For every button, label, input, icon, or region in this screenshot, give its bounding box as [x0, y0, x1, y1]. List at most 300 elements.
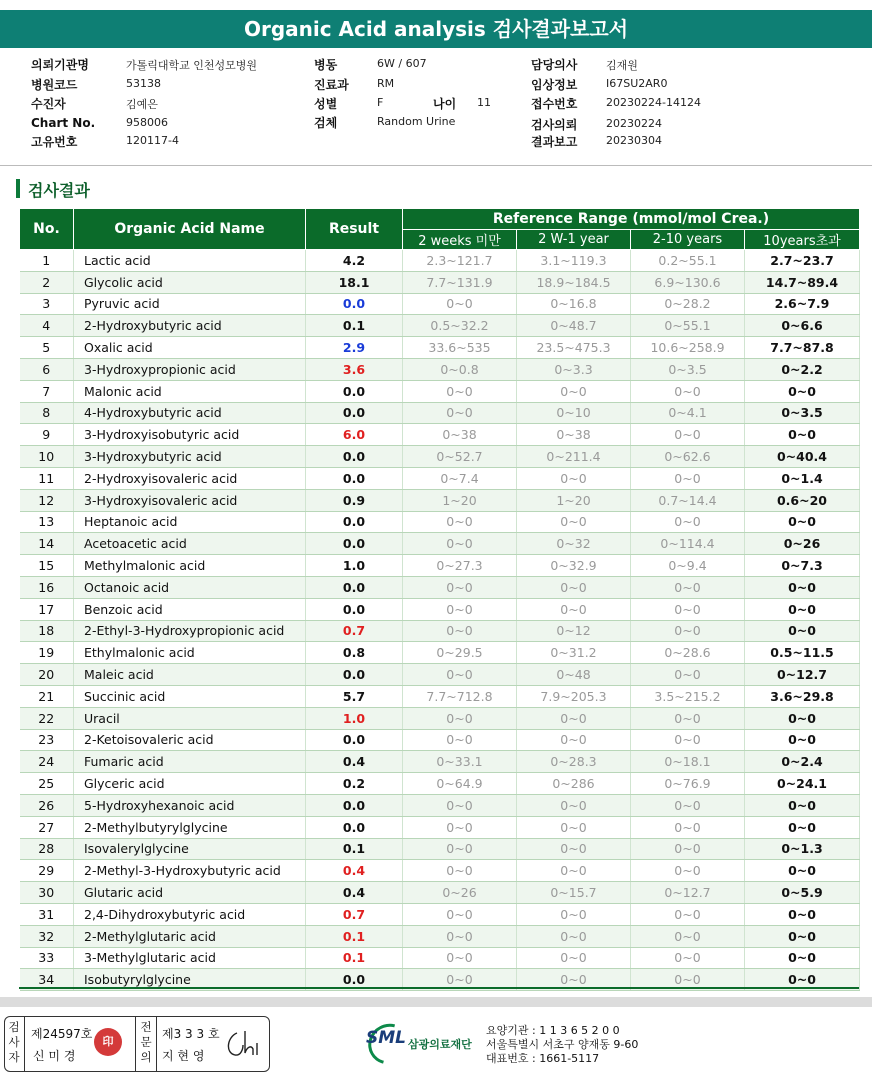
acid-name: Glutaric acid [74, 882, 306, 904]
ref-2-10y: 0~0 [631, 903, 745, 925]
row-no: 13 [20, 511, 74, 533]
ref-10y-plus: 7.7~87.8 [745, 337, 860, 359]
ref-2weeks: 0~64.9 [403, 773, 517, 795]
info-value-report-date: 20230304 [606, 134, 662, 147]
info-label-doctor: 담당의사 [531, 58, 578, 72]
ref-2-10y: 0~0 [631, 467, 745, 489]
acid-name: 3-Hydroxybutyric acid [74, 446, 306, 468]
ref-10y-plus: 0~0 [745, 380, 860, 402]
ref-2-10y: 0.2~55.1 [631, 250, 745, 272]
ref-2weeks: 0~0 [403, 838, 517, 860]
acid-name: Oxalic acid [74, 337, 306, 359]
ref-2w-1y: 0~31.2 [517, 642, 631, 664]
ref-10y-plus: 2.6~7.9 [745, 293, 860, 315]
ref-2weeks: 0~0 [403, 576, 517, 598]
ref-2w-1y: 0~211.4 [517, 446, 631, 468]
table-row [20, 533, 860, 555]
logo-org-name: 삼광의료재단 [408, 1038, 472, 1051]
table-row [20, 794, 860, 816]
divider [156, 1017, 157, 1071]
ref-2-10y: 0~0 [631, 576, 745, 598]
result-value: 0.0 [306, 380, 403, 402]
ref-2w-1y: 0~0 [517, 576, 631, 598]
ref-2-10y: 0~28.6 [631, 642, 745, 664]
ref-2w-1y: 0~48.7 [517, 315, 631, 337]
table-row [20, 337, 860, 359]
patient-info [0, 56, 872, 148]
row-no: 29 [20, 860, 74, 882]
result-value: 2.9 [306, 337, 403, 359]
result-value: 0.0 [306, 794, 403, 816]
info-value-hospital-code: 53138 [126, 77, 161, 90]
acid-name: Isobutyrylglycine [74, 969, 306, 991]
ref-2weeks: 0~0 [403, 598, 517, 620]
result-value: 0.0 [306, 446, 403, 468]
result-value: 1.0 [306, 707, 403, 729]
ref-2w-1y: 0~0 [517, 707, 631, 729]
table-row [20, 576, 860, 598]
ref-2weeks: 0~0 [403, 620, 517, 642]
table-row [20, 424, 860, 446]
ref-2weeks: 0~0 [403, 707, 517, 729]
ref-2weeks: 0~0 [403, 903, 517, 925]
row-no: 8 [20, 402, 74, 424]
ref-2weeks: 0~27.3 [403, 555, 517, 577]
row-no: 2 [20, 271, 74, 293]
ref-2-10y: 0~0 [631, 424, 745, 446]
row-no: 3 [20, 293, 74, 315]
table-row [20, 707, 860, 729]
ref-2w-1y: 0~32.9 [517, 555, 631, 577]
ref-2weeks: 0~0 [403, 729, 517, 751]
ref-2w-1y: 0~0 [517, 467, 631, 489]
ref-2w-1y: 0~16.8 [517, 293, 631, 315]
row-no: 28 [20, 838, 74, 860]
acid-name: 3-Hydroxyisobutyric acid [74, 424, 306, 446]
acid-name: Malonic acid [74, 380, 306, 402]
ref-2weeks: 0~0 [403, 533, 517, 555]
table-row [20, 773, 860, 795]
ref-10y-plus: 0~0 [745, 903, 860, 925]
ref-2w-1y: 0~0 [517, 511, 631, 533]
row-no: 17 [20, 598, 74, 620]
table-row [20, 271, 860, 293]
row-no: 22 [20, 707, 74, 729]
ref-10y-plus: 0~0 [745, 620, 860, 642]
table-row [20, 925, 860, 947]
acid-name: Acetoacetic acid [74, 533, 306, 555]
ref-10y-plus: 0.5~11.5 [745, 642, 860, 664]
info-value-clinical-info: I67SU2AR0 [606, 77, 668, 90]
result-value: 0.4 [306, 860, 403, 882]
result-value: 6.0 [306, 424, 403, 446]
tester-stamp-icon: 印 [94, 1028, 122, 1056]
ref-2w-1y: 0~0 [517, 838, 631, 860]
info-value-unique-no: 120117-4 [126, 134, 179, 147]
result-value: 0.1 [306, 315, 403, 337]
row-no: 9 [20, 424, 74, 446]
result-value: 0.0 [306, 969, 403, 991]
ref-2w-1y: 0~0 [517, 860, 631, 882]
row-no: 27 [20, 816, 74, 838]
row-no: 7 [20, 380, 74, 402]
ref-10y-plus: 0~2.2 [745, 358, 860, 380]
row-no: 24 [20, 751, 74, 773]
ref-2-10y: 0~0 [631, 838, 745, 860]
signature-box [4, 1016, 270, 1072]
table-row [20, 358, 860, 380]
row-no: 4 [20, 315, 74, 337]
ref-2-10y: 0~0 [631, 620, 745, 642]
ref-2w-1y: 0~28.3 [517, 751, 631, 773]
ref-2-10y: 0~0 [631, 511, 745, 533]
acid-name: 2-Hydroxyisovaleric acid [74, 467, 306, 489]
logo-text: SML [366, 1028, 406, 1048]
ref-10y-plus: 0~0 [745, 511, 860, 533]
company-logo [366, 1024, 486, 1060]
ref-2-10y: 0~55.1 [631, 315, 745, 337]
table-row [20, 402, 860, 424]
table-row [20, 315, 860, 337]
ref-10y-plus: 0~0 [745, 794, 860, 816]
info-label-request-date: 검사의뢰 [531, 118, 578, 132]
ref-10y-plus: 0~0 [745, 947, 860, 969]
result-value: 0.0 [306, 598, 403, 620]
ref-2w-1y: 0~15.7 [517, 882, 631, 904]
info-value-ward: 6W / 607 [377, 57, 427, 70]
acid-name: 2-Ketoisovaleric acid [74, 729, 306, 751]
ref-2w-1y: 0~0 [517, 903, 631, 925]
divider [135, 1017, 136, 1071]
ref-2weeks: 1~20 [403, 489, 517, 511]
ref-2w-1y: 0~0 [517, 947, 631, 969]
info-label-hospital-code: 병원코드 [31, 78, 78, 92]
row-no: 34 [20, 969, 74, 991]
ref-2-10y: 0~0 [631, 860, 745, 882]
ref-10y-plus: 0~0 [745, 969, 860, 991]
result-value: 3.6 [306, 358, 403, 380]
ref-2weeks: 7.7~712.8 [403, 685, 517, 707]
address-line: 서울특별시 서초구 양재동 9-60 [486, 1038, 639, 1051]
ref-2w-1y: 0~0 [517, 598, 631, 620]
ref-2weeks: 0~52.7 [403, 446, 517, 468]
ref-2weeks: 0~29.5 [403, 642, 517, 664]
header-no: No. [20, 209, 74, 250]
result-value: 0.2 [306, 773, 403, 795]
acid-name: Maleic acid [74, 664, 306, 686]
row-no: 10 [20, 446, 74, 468]
info-value-institution: 가톨릭대학교 인천성모병원 [126, 59, 258, 72]
report-title: Organic Acid analysis 검사결과보고서 [0, 10, 872, 48]
row-no: 14 [20, 533, 74, 555]
ref-2weeks: 0.5~32.2 [403, 315, 517, 337]
result-value: 0.1 [306, 925, 403, 947]
row-no: 21 [20, 685, 74, 707]
info-value-receipt-no: 20230224-14124 [606, 96, 701, 109]
ref-2-10y: 0~0 [631, 947, 745, 969]
ref-2-10y: 0~0 [631, 969, 745, 991]
table-row [20, 947, 860, 969]
ref-2weeks: 0~0 [403, 969, 517, 991]
ref-2-10y: 0~0 [631, 598, 745, 620]
result-value: 4.2 [306, 250, 403, 272]
ref-2-10y: 0~0 [631, 664, 745, 686]
row-no: 16 [20, 576, 74, 598]
ref-2w-1y: 0~10 [517, 402, 631, 424]
ref-2w-1y: 7.9~205.3 [517, 685, 631, 707]
info-label-ward: 병동 [314, 58, 338, 72]
ref-2weeks: 0~0 [403, 293, 517, 315]
ref-2-10y: 0~9.4 [631, 555, 745, 577]
table-row [20, 729, 860, 751]
table-row [20, 642, 860, 664]
acid-name: Benzoic acid [74, 598, 306, 620]
result-value: 0.1 [306, 838, 403, 860]
ref-10y-plus: 0~26 [745, 533, 860, 555]
table-row [20, 664, 860, 686]
ref-2weeks: 0~0 [403, 402, 517, 424]
ref-2w-1y: 0~0 [517, 729, 631, 751]
ref-2weeks: 0~0 [403, 794, 517, 816]
ref-2-10y: 0~0 [631, 794, 745, 816]
ref-2-10y: 0~4.1 [631, 402, 745, 424]
acid-name: 3-Hydroxyisovaleric acid [74, 489, 306, 511]
row-no: 6 [20, 358, 74, 380]
row-no: 12 [20, 489, 74, 511]
ref-2weeks: 0~0 [403, 947, 517, 969]
result-value: 0.0 [306, 293, 403, 315]
doctor-license: 제3 3 3 호 [162, 1027, 220, 1041]
section-marker [16, 179, 20, 198]
info-value-sex: F [377, 96, 384, 109]
acid-name: Octanoic acid [74, 576, 306, 598]
ref-2-10y: 0~62.6 [631, 446, 745, 468]
ref-10y-plus: 0~40.4 [745, 446, 860, 468]
info-value-specimen: Random Urine [377, 115, 456, 128]
row-no: 30 [20, 882, 74, 904]
ref-2weeks: 0~7.4 [403, 467, 517, 489]
doctor-signature-icon [223, 1027, 263, 1061]
row-no: 33 [20, 947, 74, 969]
ref-2-10y: 0~0 [631, 380, 745, 402]
ref-10y-plus: 0~0 [745, 860, 860, 882]
info-label-department: 진료과 [314, 78, 349, 92]
table-row [20, 816, 860, 838]
divider [0, 165, 872, 166]
acid-name: 2-Methylbutyrylglycine [74, 816, 306, 838]
ref-2-10y: 3.5~215.2 [631, 685, 745, 707]
table-row [20, 860, 860, 882]
info-label-chart-no: Chart No. [31, 116, 96, 130]
ref-10y-plus: 0~6.6 [745, 315, 860, 337]
acid-name: 3-Methylglutaric acid [74, 947, 306, 969]
row-no: 25 [20, 773, 74, 795]
ref-10y-plus: 0~2.4 [745, 751, 860, 773]
ref-2weeks: 7.7~131.9 [403, 271, 517, 293]
info-label-report-date: 결과보고 [531, 135, 578, 149]
row-no: 11 [20, 467, 74, 489]
result-value: 0.0 [306, 816, 403, 838]
ref-2w-1y: 3.1~119.3 [517, 250, 631, 272]
info-label-patient: 수진자 [31, 97, 66, 111]
info-label-age: 나이 [433, 97, 457, 111]
ref-10y-plus: 3.6~29.8 [745, 685, 860, 707]
ref-2-10y: 0~0 [631, 707, 745, 729]
result-value: 0.1 [306, 947, 403, 969]
acid-name: Methylmalonic acid [74, 555, 306, 577]
ref-10y-plus: 14.7~89.4 [745, 271, 860, 293]
acid-name: 3-Hydroxypropionic acid [74, 358, 306, 380]
result-value: 0.8 [306, 642, 403, 664]
table-row [20, 838, 860, 860]
result-value: 0.4 [306, 882, 403, 904]
acid-name: Glycolic acid [74, 271, 306, 293]
table-row [20, 446, 860, 468]
ref-10y-plus: 0~1.3 [745, 838, 860, 860]
table-row [20, 751, 860, 773]
results-table [19, 208, 860, 991]
row-no: 1 [20, 250, 74, 272]
result-value: 0.4 [306, 751, 403, 773]
row-no: 15 [20, 555, 74, 577]
info-value-age: 11 [477, 96, 491, 109]
info-label-unique-no: 고유번호 [31, 135, 78, 149]
ref-2-10y: 0~18.1 [631, 751, 745, 773]
acid-name: 2-Methylglutaric acid [74, 925, 306, 947]
ref-2w-1y: 0~38 [517, 424, 631, 446]
acid-name: Isovalerylglycine [74, 838, 306, 860]
table-row [20, 882, 860, 904]
table-bottom-rule [19, 987, 859, 989]
acid-name: 2-Ethyl-3-Hydroxypropionic acid [74, 620, 306, 642]
ref-2weeks: 0~38 [403, 424, 517, 446]
ref-2w-1y: 0~12 [517, 620, 631, 642]
result-value: 0.0 [306, 467, 403, 489]
info-label-receipt-no: 접수번호 [531, 97, 578, 111]
tester-name: 신 미 경 [33, 1049, 76, 1063]
doctor-name: 지 현 영 [162, 1049, 205, 1063]
info-label-sex: 성별 [314, 97, 338, 111]
ref-2w-1y: 1~20 [517, 489, 631, 511]
acid-name: 4-Hydroxybutyric acid [74, 402, 306, 424]
ref-2w-1y: 0~48 [517, 664, 631, 686]
table-row [20, 685, 860, 707]
ref-2w-1y: 0~286 [517, 773, 631, 795]
result-value: 0.7 [306, 620, 403, 642]
doctor-label: 전문의 [140, 1020, 152, 1064]
ref-10y-plus: 0~0 [745, 925, 860, 947]
ref-10y-plus: 0.6~20 [745, 489, 860, 511]
ref-10y-plus: 0~0 [745, 707, 860, 729]
ref-2weeks: 0~0 [403, 380, 517, 402]
acid-name: 2-Methyl-3-Hydroxybutyric acid [74, 860, 306, 882]
acid-name: 2,4-Dihydroxybutyric acid [74, 903, 306, 925]
ref-10y-plus: 0~0 [745, 729, 860, 751]
ref-2weeks: 2.3~121.7 [403, 250, 517, 272]
header-result: Result [306, 209, 403, 250]
info-value-doctor: 김재원 [606, 59, 638, 72]
row-no: 18 [20, 620, 74, 642]
phone-line: 대표번호 : 1661-5117 [486, 1052, 600, 1065]
ref-2w-1y: 0~0 [517, 380, 631, 402]
ref-2w-1y: 0~32 [517, 533, 631, 555]
ref-2-10y: 6.9~130.6 [631, 271, 745, 293]
tester-label: 검사자 [8, 1020, 20, 1064]
row-no: 23 [20, 729, 74, 751]
institution-code: 요양기관 : 1 1 3 6 5 2 0 0 [486, 1024, 620, 1037]
acid-name: 2-Hydroxybutyric acid [74, 315, 306, 337]
table-row [20, 598, 860, 620]
row-no: 26 [20, 794, 74, 816]
table-row [20, 903, 860, 925]
header-name: Organic Acid Name [74, 209, 306, 250]
result-value: 0.0 [306, 402, 403, 424]
results-body [20, 250, 860, 991]
ref-2weeks: 0~33.1 [403, 751, 517, 773]
ref-2w-1y: 0~0 [517, 969, 631, 991]
ref-10y-plus: 0~0 [745, 598, 860, 620]
result-value: 1.0 [306, 555, 403, 577]
header-ref-2weeks: 2 weeks 미만 [403, 230, 517, 250]
acid-name: Heptanoic acid [74, 511, 306, 533]
company-address [486, 1024, 638, 1066]
ref-2-10y: 0~0 [631, 925, 745, 947]
ref-2w-1y: 23.5~475.3 [517, 337, 631, 359]
ref-10y-plus: 0~3.5 [745, 402, 860, 424]
info-label-institution: 의뢰기관명 [31, 58, 89, 72]
ref-2w-1y: 18.9~184.5 [517, 271, 631, 293]
ref-2weeks: 0~0 [403, 925, 517, 947]
acid-name: Uracil [74, 707, 306, 729]
ref-2-10y: 0~0 [631, 729, 745, 751]
ref-2w-1y: 0~0 [517, 925, 631, 947]
ref-2-10y: 0.7~14.4 [631, 489, 745, 511]
ref-2w-1y: 0~0 [517, 794, 631, 816]
header-ref-2w-1y: 2 W-1 year [517, 230, 631, 250]
result-value: 0.0 [306, 511, 403, 533]
ref-10y-plus: 0~24.1 [745, 773, 860, 795]
row-no: 31 [20, 903, 74, 925]
ref-2-10y: 0~12.7 [631, 882, 745, 904]
acid-name: Fumaric acid [74, 751, 306, 773]
header-ref-10y-plus: 10years초과 [745, 230, 860, 250]
ref-10y-plus: 2.7~23.7 [745, 250, 860, 272]
result-value: 0.9 [306, 489, 403, 511]
result-value: 0.0 [306, 533, 403, 555]
result-value: 5.7 [306, 685, 403, 707]
info-label-specimen: 검체 [314, 116, 338, 130]
info-value-chart-no: 958006 [126, 116, 168, 129]
table-row [20, 620, 860, 642]
ref-2w-1y: 0~0 [517, 816, 631, 838]
header-reference: Reference Range (mmol/mol Crea.) [403, 209, 860, 230]
acid-name: 5-Hydroxyhexanoic acid [74, 794, 306, 816]
ref-2weeks: 0~0 [403, 511, 517, 533]
ref-2weeks: 33.6~535 [403, 337, 517, 359]
table-row [20, 380, 860, 402]
table-row [20, 511, 860, 533]
info-value-department: RM [377, 77, 395, 90]
row-no: 32 [20, 925, 74, 947]
ref-10y-plus: 0~0 [745, 816, 860, 838]
ref-10y-plus: 0~12.7 [745, 664, 860, 686]
acid-name: Succinic acid [74, 685, 306, 707]
ref-2weeks: 0~0.8 [403, 358, 517, 380]
info-label-clinical-info: 임상정보 [531, 78, 578, 92]
info-value-request-date: 20230224 [606, 117, 662, 130]
tester-license: 제24597호 [31, 1027, 93, 1041]
ref-2-10y: 0~28.2 [631, 293, 745, 315]
